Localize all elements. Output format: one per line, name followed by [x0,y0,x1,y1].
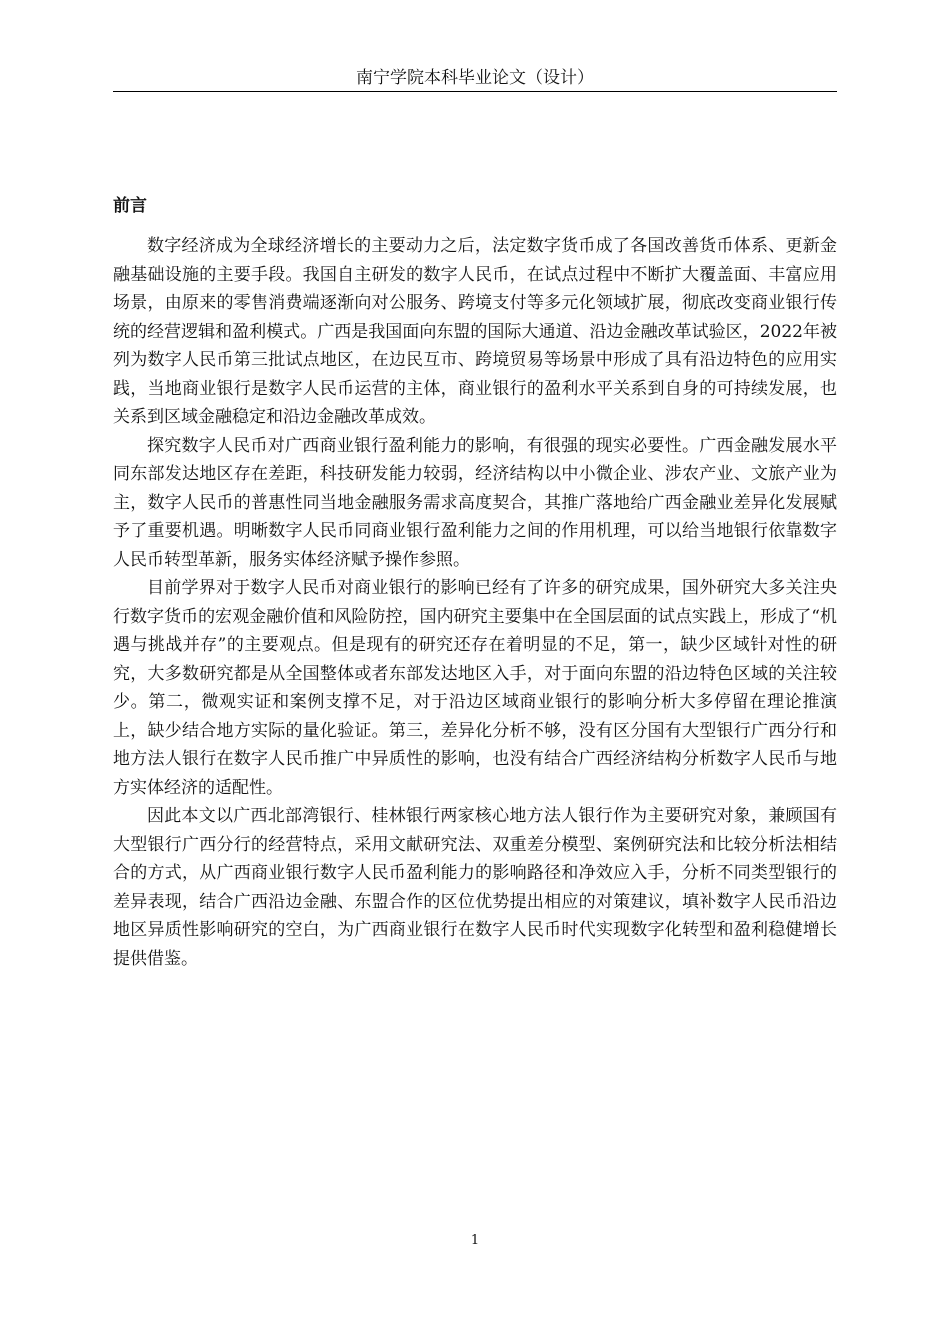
header-divider [113,91,837,92]
paragraph-2: 探究数字人民币对广西商业银行盈利能力的影响，有很强的现实必要性。广西金融发展水平同东部发达地区存在差距，科技研发能力较弱，经济结构以中小微企业、涉农产业、文旅产业为主，数字人民币的普惠性同当地金融服务需求高度契合，其推广落地给广西金融业差异化发展赋予了重要机遇。明晰数字人民币同商业银行盈利能力之间的作用机理，可以给当地银行依靠数字人民币转型革新，服务实体经济赋予操作参照。 [113,435,837,570]
body-text [113,232,837,973]
paragraph-3: 目前学界对于数字人民币对商业银行的影响已经有了许多的研究成果，国外研究大多关注央行数字货币的宏观金融价值和风险防控，国内研究主要集中在全国层面的试点实践上，形成了“机遇与挑战并存”的主要观点。但是现有的研究还存在着明显的不足，第一，缺少区域针对性的研究，大多数研究都是从全国整体或者东部发达地区入手，对于面向东盟的沿边特色区域的关注较少。第二，微观实证和案例支撑不足，对于沿边区域商业银行的影响分析大多停留在理论推演上，缺少结合地方实际的量化验证。第三，差异化分析不够，没有区分国有大型银行广西分行和地方法人银行在数字人民币推广中异质性的影响，也没有结合广西经济结构分析数字人民币与地方实体经济的适配性。 [113,578,837,798]
page-header: 南宁学院本科毕业论文（设计） [356,68,594,88]
section-title: 前言 [113,196,147,216]
paragraph-1: 数字经济成为全球经济增长的主要动力之后，法定数字货币成了各国改善货币体系、更新金融基础设施的主要手段。我国自主研发的数字人民币，在试点过程中不断扩大覆盖面、丰富应用场景，由原来的零售消费端逐渐向对公服务、跨境支付等多元化领域扩展，彻底改变商业银行传统的经营逻辑和盈利模式。广西是我国面向东盟的国际大通道、沿边金融改革试验区，2022年被列为数字人民币第三批试点地区，在边民互市、跨境贸易等场景中形成了具有沿边特色的应用实践，当地商业银行是数字人民币运营的主体，商业银行的盈利水平关系到自身的可持续发展，也关系到区域金融稳定和沿边金融改革成效。 [113,236,837,427]
paragraph-4: 因此本文以广西北部湾银行、桂林银行两家核心地方法人银行作为主要研究对象，兼顾国有大型银行广西分行的经营特点，采用文献研究法、双重差分模型、案例研究法和比较分析法相结合的方式，从广西商业银行数字人民币盈利能力的影响路径和净效应入手，分析不同类型银行的差异表现，结合广西沿边金融、东盟合作的区位优势提出相应的对策建议，填补数字人民币沿边地区异质性影响研究的空白，为广西商业银行在数字人民币时代实现数字化转型和盈利稳健增长提供借鉴。 [113,806,837,969]
page-number: 1 [470,1233,480,1248]
